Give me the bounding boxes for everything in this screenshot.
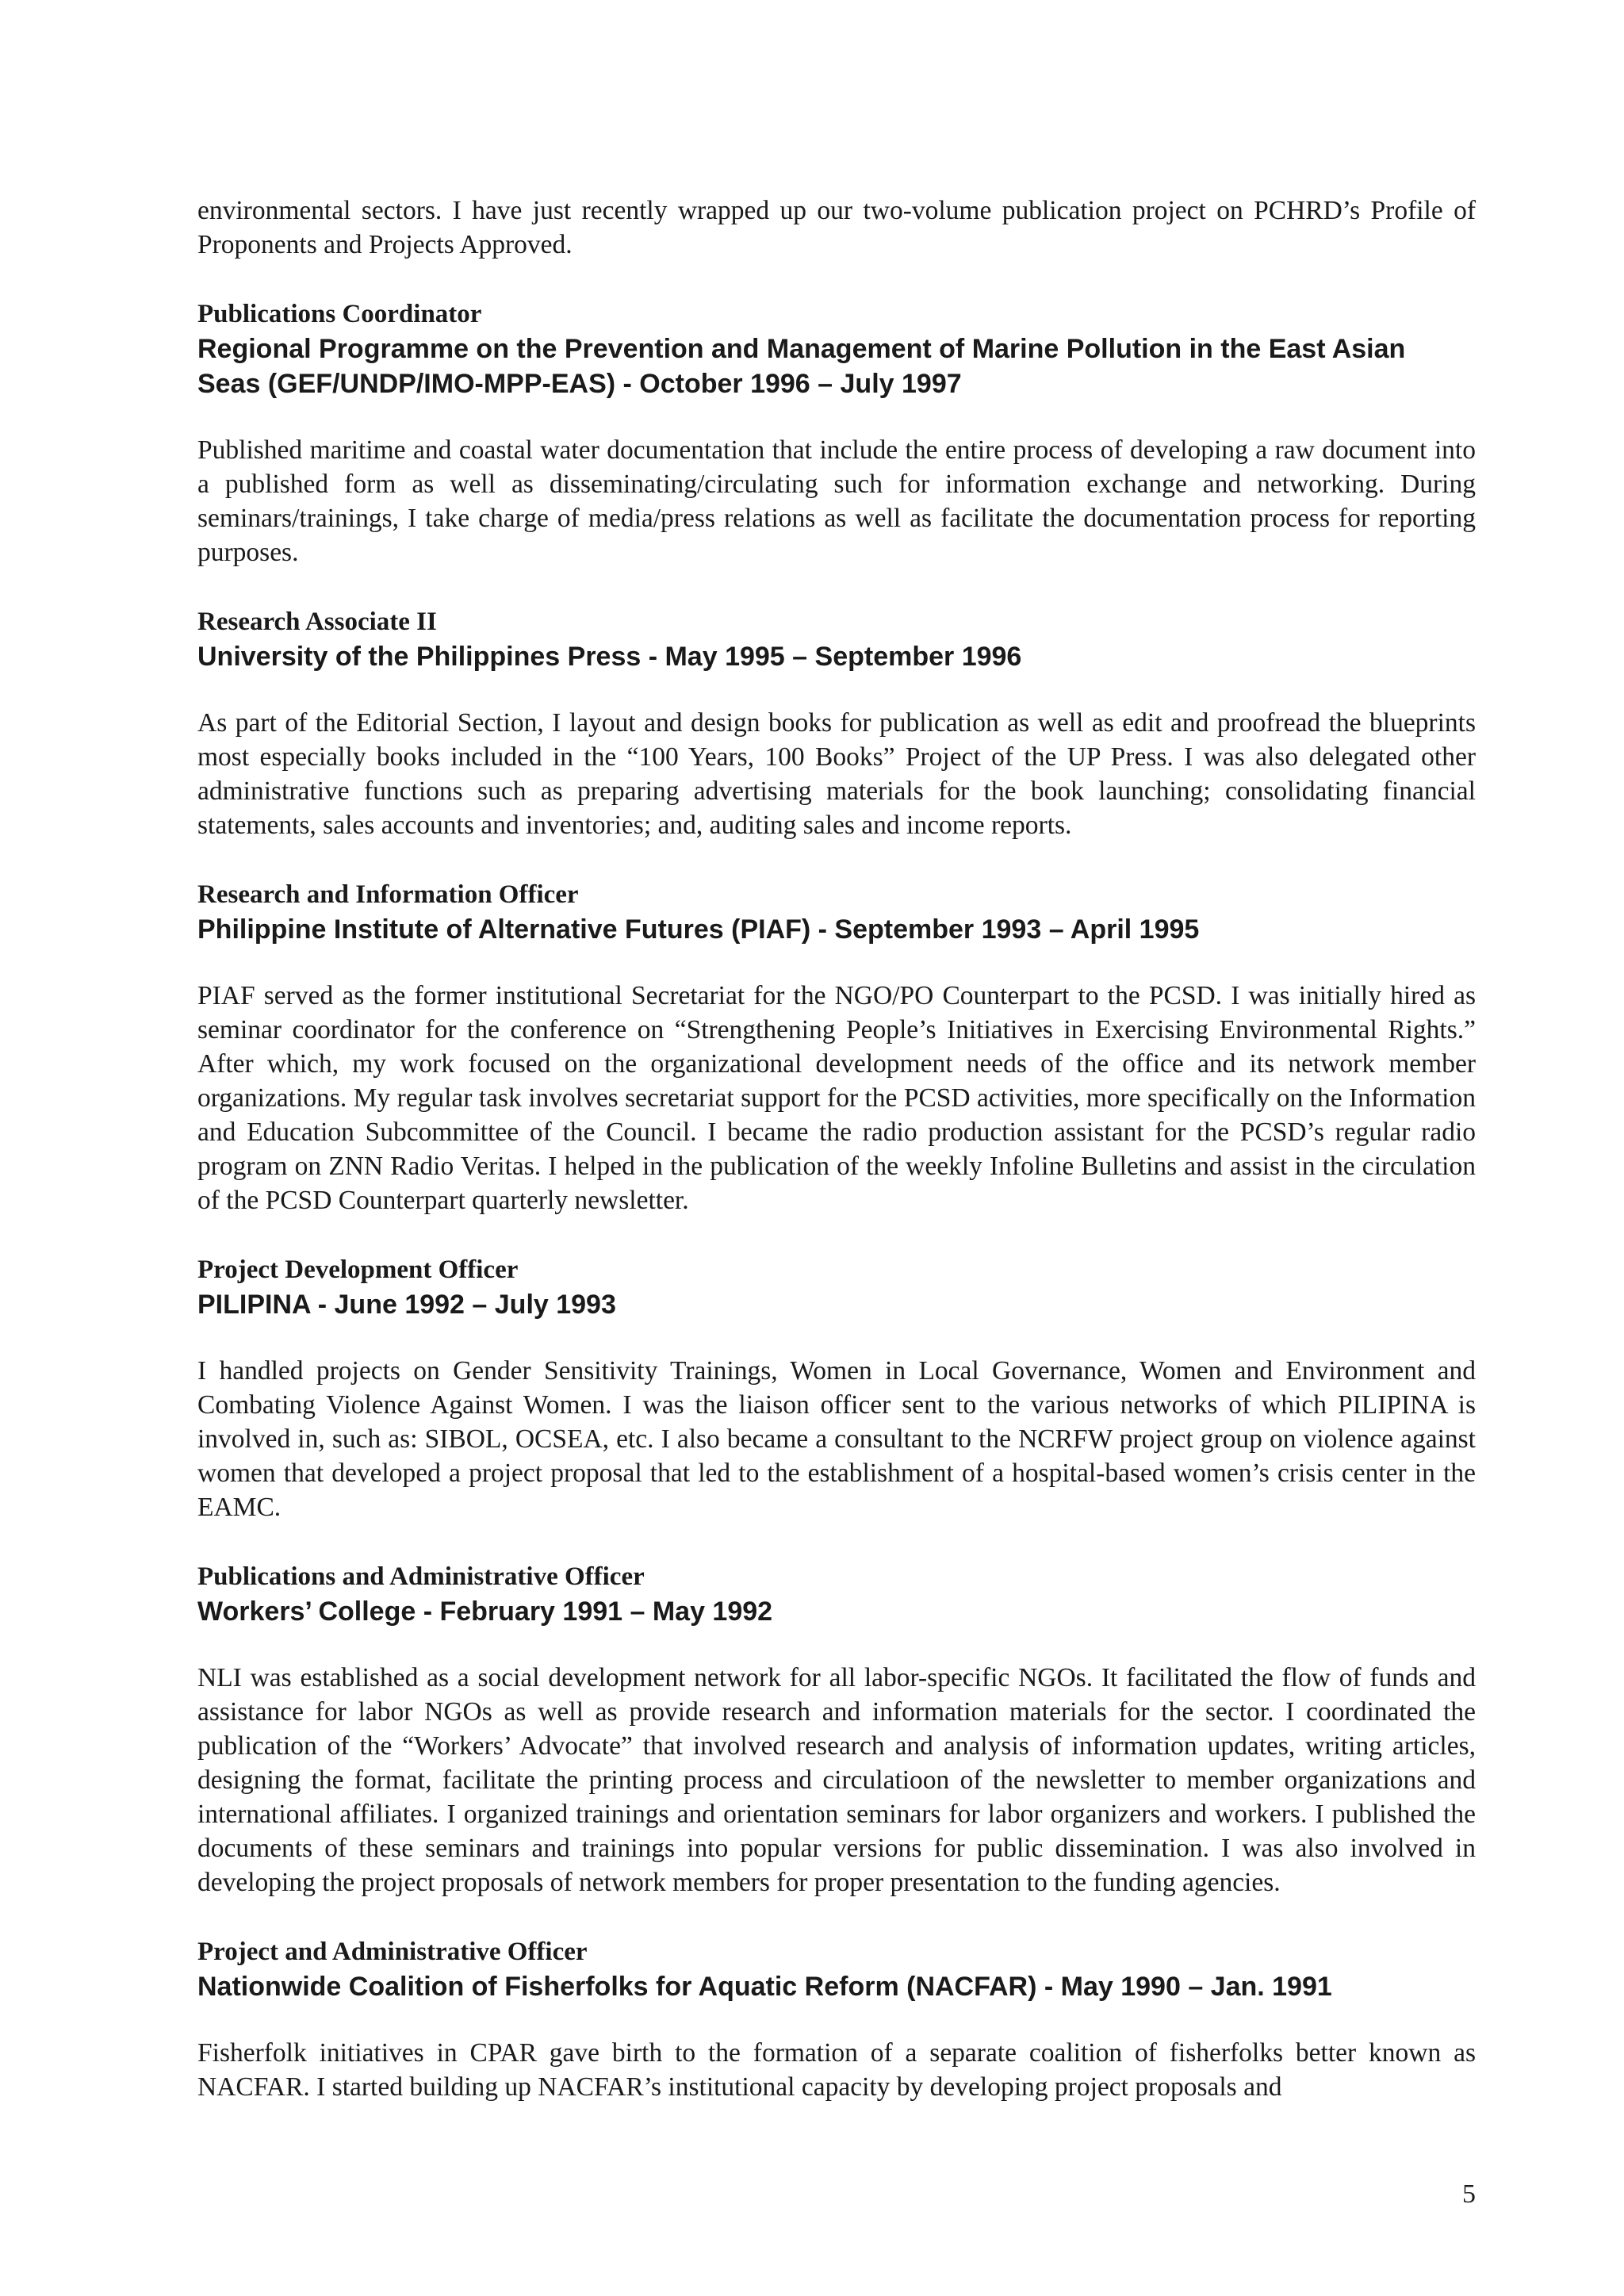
job-organization: Workers’ College - February 1991 – May 1992 <box>197 1596 773 1627</box>
job-entry-6 <box>197 1934 1476 2104</box>
job-description: Fisherfolk initiatives in CPAR gave birth to the formation of a separate coalition of fisherfolks better known as NACFAR. I started building up NACFAR’s institutional capacity by developing project proposals and <box>197 2038 1476 2102</box>
intro-paragraph: environmental sectors. I have just recently wrapped up our two-volume publication project on PCHRD’s Profile of Proponents and Projects Approved. <box>197 196 1476 259</box>
job-role: Publications and Administrative Officer <box>197 1562 645 1591</box>
job-role: Project and Administrative Officer <box>197 1938 588 1966</box>
job-role: Publications Coordinator <box>197 300 482 328</box>
job-role: Research and Information Officer <box>197 880 579 909</box>
job-description: As part of the Editorial Section, I layout and design books for publication as well as edit and proofread the blueprints most especially books included in the “100 Years, 100 Books” Project of the UP Press. I was also delegated other administrative functions such as preparing advertising materials for the book launching; consolidating financial statements, sales accounts and inventories; and, auditing sales and income reports. <box>197 708 1476 840</box>
job-entry-2 <box>197 604 1476 842</box>
document-page <box>197 194 1476 2104</box>
job-role: Project Development Officer <box>197 1255 519 1284</box>
job-description: Published maritime and coastal water documentation that include the entire process of developing a raw document into a published form as well as disseminating/circulating such for information exchange and networking. During seminars/trainings, I take charge of media/press relations as well as facilitate the documentation process for reporting purposes. <box>197 435 1476 567</box>
job-organization: Regional Programme on the Prevention and Management of Marine Pollution in the East Asian Seas (GEF/UNDP/IMO-MPP-EAS) - October 1996 – July 1997 <box>197 334 1406 399</box>
job-entry-3 <box>197 877 1476 1217</box>
job-description: NLI was established as a social development network for all labor-specific NGOs. It facilitated the flow of funds and assistance for labor NGOs as well as provide research and information materials for the sector. I coordinated the publication of the “Workers’ Advocate” that involved research and analysis of information updates, writing articles, designing the format, facilitate the printing process and circulatioon of the newsletter to member organizations and international affiliates. I organized trainings and orientation seminars for labor organizers and workers. I published the documents of these seminars and trainings into popular versions for public dissemination. I was also involved in developing the project proposals of network members for proper presentation to the funding agencies. <box>197 1663 1476 1897</box>
job-organization: Nationwide Coalition of Fisherfolks for Aquatic Reform (NACFAR) - May 1990 – Jan. 1991 <box>197 1972 1332 2002</box>
job-organization: University of the Philippines Press - May 1995 – September 1996 <box>197 642 1022 672</box>
job-entry-4 <box>197 1252 1476 1524</box>
job-description: I handled projects on Gender Sensitivity Trainings, Women in Local Governance, Women and Environment and Combating Violence Against Women. I was the liaison officer sent to the various networks of which PILIPINA is involved in, such as: SIBOL, OCSEA, etc. I also became a consultant to the NCRFW project group on violence against women that developed a project proposal that led to the establishment of a hospital-based women’s crisis center in the EAMC. <box>197 1356 1476 1522</box>
job-entry-1 <box>197 297 1476 569</box>
job-description: PIAF served as the former institutional Secretariat for the NGO/PO Counterpart to the PCSD. I was initially hired as seminar coordinator for the conference on “Strengthening People’s Initiatives in Exercising Environmental Rights.” After which, my work focused on the organizational development needs of the office and its network member organizations. My regular task involves secretariat support for the PCSD activities, more specifically on the Information and Education Subcommittee of the Council. I became the radio production assistant for the PCSD’s regular radio program on ZNN Radio Veritas. I helped in the publication of the weekly Infoline Bulletins and assist in the circulation of the PCSD Counterpart quarterly newsletter. <box>197 981 1476 1215</box>
page-number: 5 <box>1462 2179 1476 2209</box>
job-organization: Philippine Institute of Alternative Futures (PIAF) - September 1993 – April 1995 <box>197 914 1200 945</box>
job-entry-5 <box>197 1559 1476 1899</box>
job-role: Research Associate II <box>197 608 437 636</box>
job-organization: PILIPINA - June 1992 – July 1993 <box>197 1290 616 1320</box>
